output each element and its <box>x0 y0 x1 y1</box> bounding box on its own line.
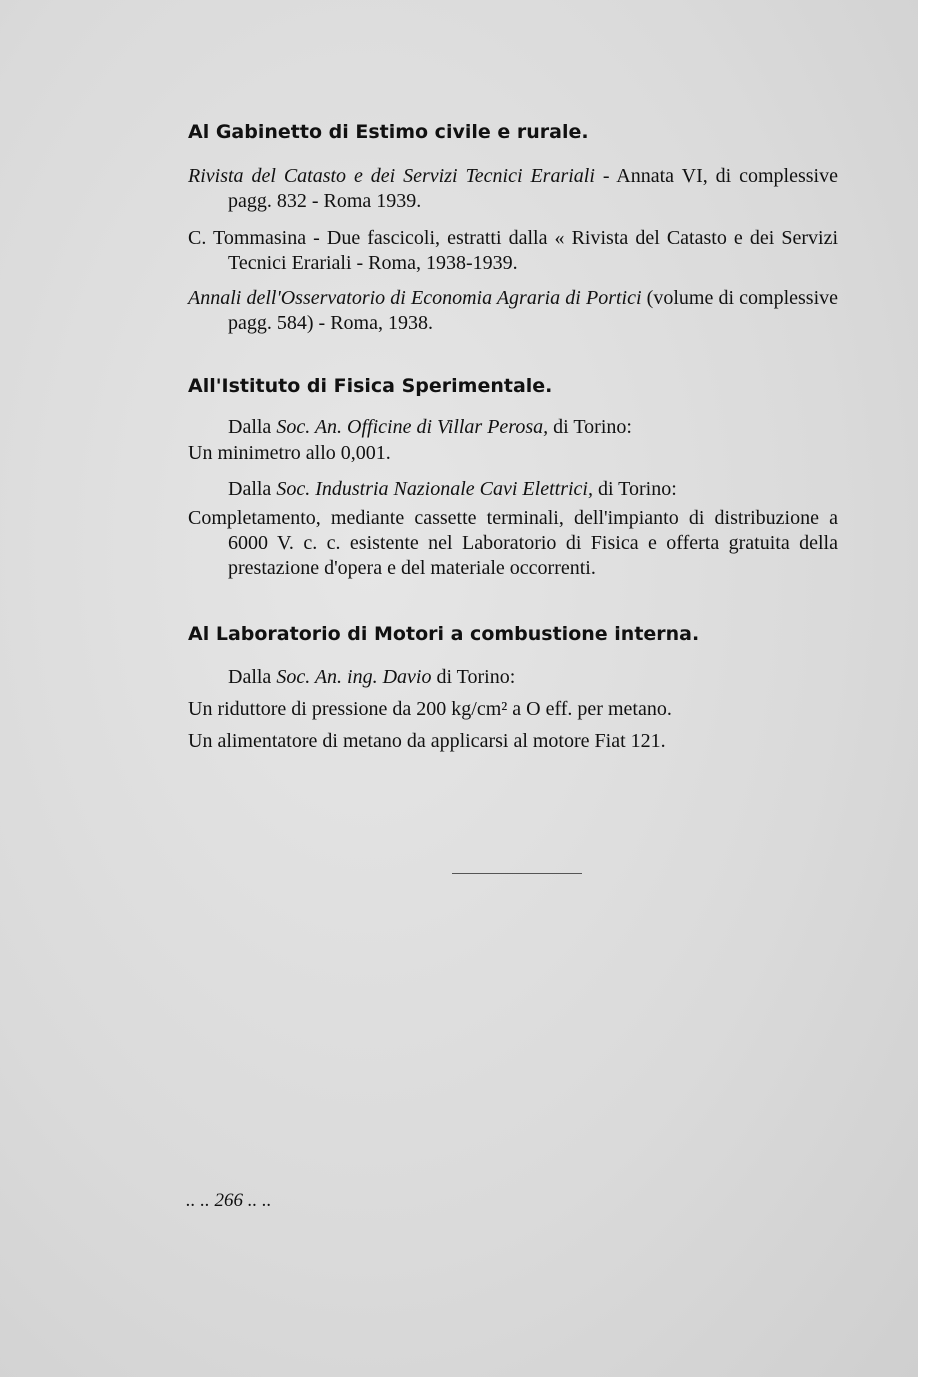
entry-title-italic: Annali dell'Osservatorio di Economia Agraria di Portici <box>188 287 642 309</box>
donor-davio <box>228 665 878 690</box>
donor-villar-perosa <box>228 415 878 440</box>
donor-name: Industria Nazionale Cavi Elettrici, <box>315 478 593 500</box>
donor-soc: Soc. An. ing. Davio <box>276 666 432 688</box>
donor-soc: Soc. <box>276 478 311 500</box>
donor-prefix: Dalla <box>228 478 277 500</box>
donor-suffix: di Torino: <box>548 416 632 438</box>
donor-name: Officine di Villar Perosa, <box>347 416 549 438</box>
item-alimentatore: Un alimentatore di metano da applicarsi al motore Fiat 121. <box>188 730 666 752</box>
page-edge <box>918 0 939 1377</box>
donor-suffix: di Torino: <box>592 478 677 500</box>
donor-prefix: Dalla <box>228 666 277 688</box>
page-number: .. .. 266 .. .. <box>186 1190 272 1211</box>
divider-rule <box>452 873 582 874</box>
item-riduttore: Un riduttore di pressione da 200 kg/cm² a O eff. per metano. <box>188 698 672 720</box>
donor-cavi-elettrici <box>228 477 878 502</box>
entry-details: - Annata VI, di complessive pagg. 832 - Roma 1939. <box>228 165 838 212</box>
donor-prefix: Dalla <box>228 416 277 438</box>
item-minimetro: Un minimetro allo 0,001. <box>188 442 391 464</box>
donor-suffix: di Torino: <box>431 666 516 688</box>
entry-annali-portici <box>188 286 838 336</box>
item-completamento: Completamento, mediante cassette terminali, dell'impianto di distribuzione a 6000 V. c. c. esistente nel Laboratorio di Fisica e offerta gratuita della prestazione d'opera e del materiale occorrenti. <box>188 507 838 579</box>
section-heading-estimo: Al Gabinetto di Estimo civile e rurale. <box>188 121 589 143</box>
section-heading-motori: Al Laboratorio di Motori a combustione interna. <box>188 623 700 645</box>
entry-rivista-catasto <box>188 164 838 214</box>
donor-soc: Soc. An. <box>276 416 343 438</box>
entry-tommasina: C. Tommasina - Due fascicoli, estratti dalla « Rivista del Catasto e dei Servizi Tecnici Erariali - Roma, 1938-1939. <box>188 227 838 274</box>
entry-details: (volume di complessive pagg. 584) - Roma, 1938. <box>228 287 839 334</box>
section-heading-fisica: All'Istituto di Fisica Sperimentale. <box>188 375 553 397</box>
entry-title-italic: Rivista del Catasto e dei Servizi Tecnici Erariali <box>188 165 595 187</box>
